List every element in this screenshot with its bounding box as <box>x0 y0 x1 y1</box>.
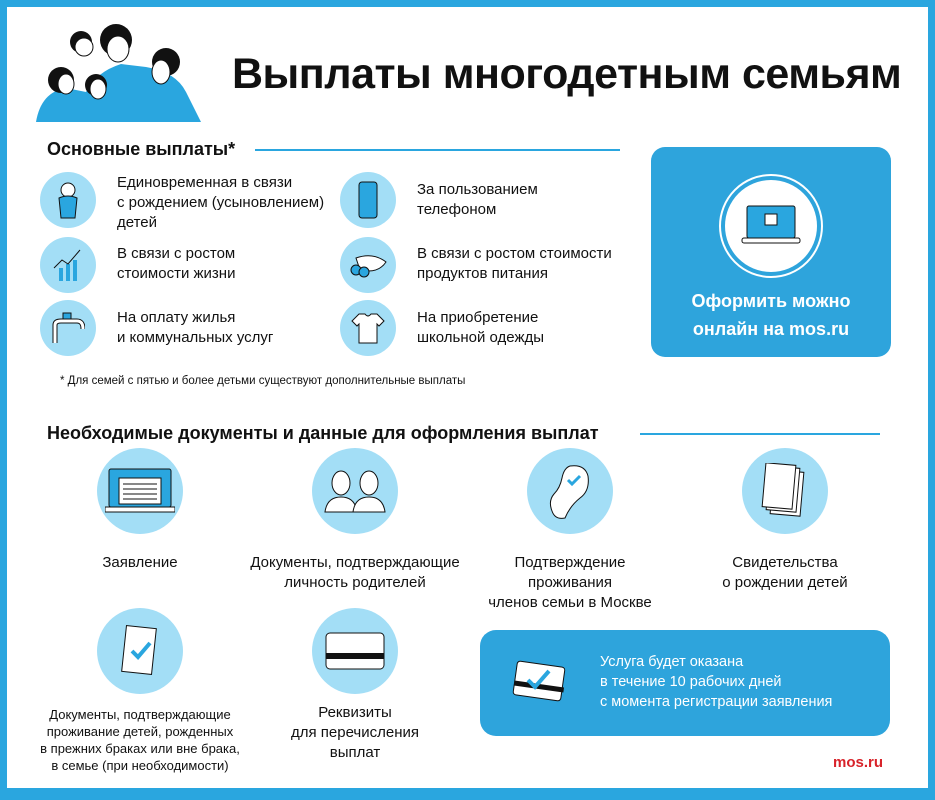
baby-icon <box>40 172 96 228</box>
heading-divider <box>640 433 880 435</box>
laptop-icon <box>719 174 823 278</box>
document-label: Документы, подтверждающие проживание детей, рожденных в прежних браках или вне брака, в семье (при необходимости) <box>40 707 240 773</box>
document-label: Реквизиты для перечисления выплат <box>290 704 420 761</box>
payment-item: На приобретение школьной одежды <box>417 309 545 346</box>
service-text-line: Услуга будет оказана <box>600 654 744 670</box>
document-label: Свидетельства о рождении детей <box>722 554 848 591</box>
payment-item: На оплату жилья и коммунальных услуг <box>117 309 274 346</box>
faucet-icon <box>40 300 96 356</box>
payment-item: В связи с ростом стоимости продуктов питания <box>417 245 612 282</box>
document-check-icon <box>97 608 183 694</box>
payment-item: За пользованием телефоном <box>417 181 538 218</box>
service-text-line: в течение 10 рабочих дней <box>600 674 782 690</box>
card-text-line: Оформить можно <box>691 291 851 311</box>
brand-logo: mos.ru <box>833 754 884 771</box>
online-apply-card[interactable] <box>651 147 891 357</box>
service-time-box <box>480 630 890 736</box>
card-text-line: онлайн на mos.ru <box>692 319 850 339</box>
section-heading-main-payments: Основные выплаты* <box>47 139 236 159</box>
document-label: Подтверждение проживания членов семьи в Москве <box>488 554 652 611</box>
page-title: Выплаты многодетным семьям <box>232 50 902 98</box>
document-label: Документы, подтверждающие личность родителей <box>250 554 460 591</box>
certificates-icon <box>742 448 828 534</box>
payment-item: Единовременная в связи с рождением (усыновлением) детей <box>117 174 325 231</box>
phone-icon <box>340 172 396 228</box>
document-label: Заявление <box>102 554 178 571</box>
bank-card-icon <box>312 608 398 694</box>
growth-chart-icon <box>40 237 96 293</box>
payment-item: В связи с ростом стоимости жизни <box>117 245 236 282</box>
section-heading-documents: Необходимые документы и данные для оформления выплат <box>47 423 599 443</box>
shirt-icon <box>340 300 396 356</box>
parents-icon <box>312 448 398 534</box>
application-laptop-icon <box>97 448 183 534</box>
service-text-line: с момента регистрации заявления <box>600 694 833 710</box>
food-icon <box>340 237 396 293</box>
moscow-map-icon <box>527 448 613 534</box>
footnote: * Для семей с пятью и более детьми существуют дополнительные выплаты <box>60 375 466 387</box>
card-check-icon <box>512 660 568 704</box>
